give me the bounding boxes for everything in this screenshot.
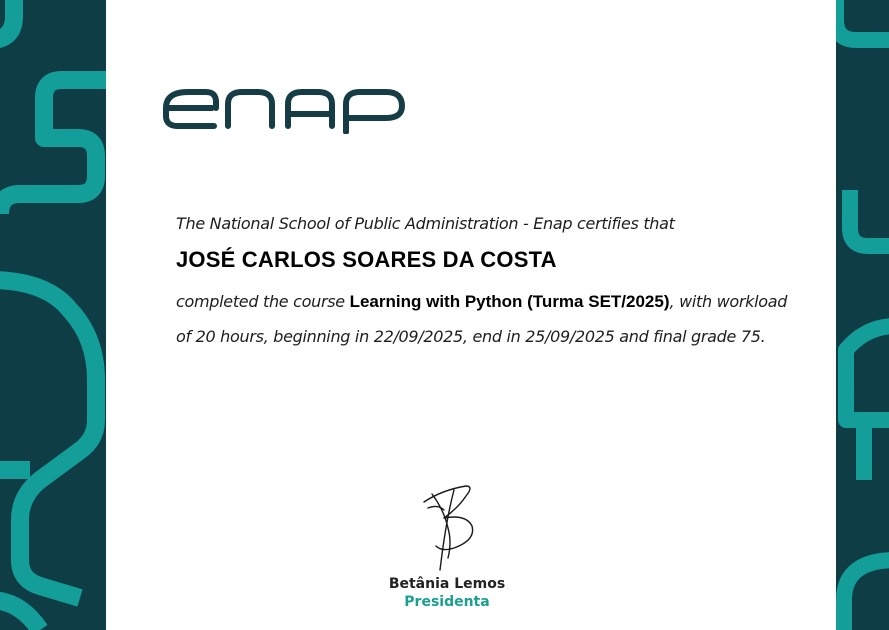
right-decorative-border bbox=[836, 0, 889, 630]
left-border-pattern bbox=[0, 0, 106, 630]
course-prefix: completed the course bbox=[176, 292, 350, 311]
enap-logo-graphic bbox=[160, 86, 410, 134]
signature-graphic bbox=[414, 480, 494, 572]
right-border-pattern bbox=[836, 0, 889, 630]
course-suffix: , with workload bbox=[669, 292, 788, 311]
course-details-line: of 20 hours, beginning in 22/09/2025, end in 25/09/2025 and final grade 75. bbox=[176, 327, 766, 346]
enap-logo bbox=[160, 86, 410, 134]
certification-intro: The National School of Public Administration - Enap certifies that bbox=[176, 214, 675, 233]
course-name: Learning with Python (Turma SET/2025) bbox=[349, 292, 670, 311]
signer-title: Presidenta bbox=[404, 594, 490, 610]
signature bbox=[414, 480, 494, 572]
recipient-name: JOSÉ CARLOS SOARES DA COSTA bbox=[176, 247, 557, 272]
signer-name: Betânia Lemos bbox=[388, 576, 506, 592]
course-completion-line bbox=[176, 292, 787, 312]
left-decorative-border bbox=[0, 0, 106, 630]
